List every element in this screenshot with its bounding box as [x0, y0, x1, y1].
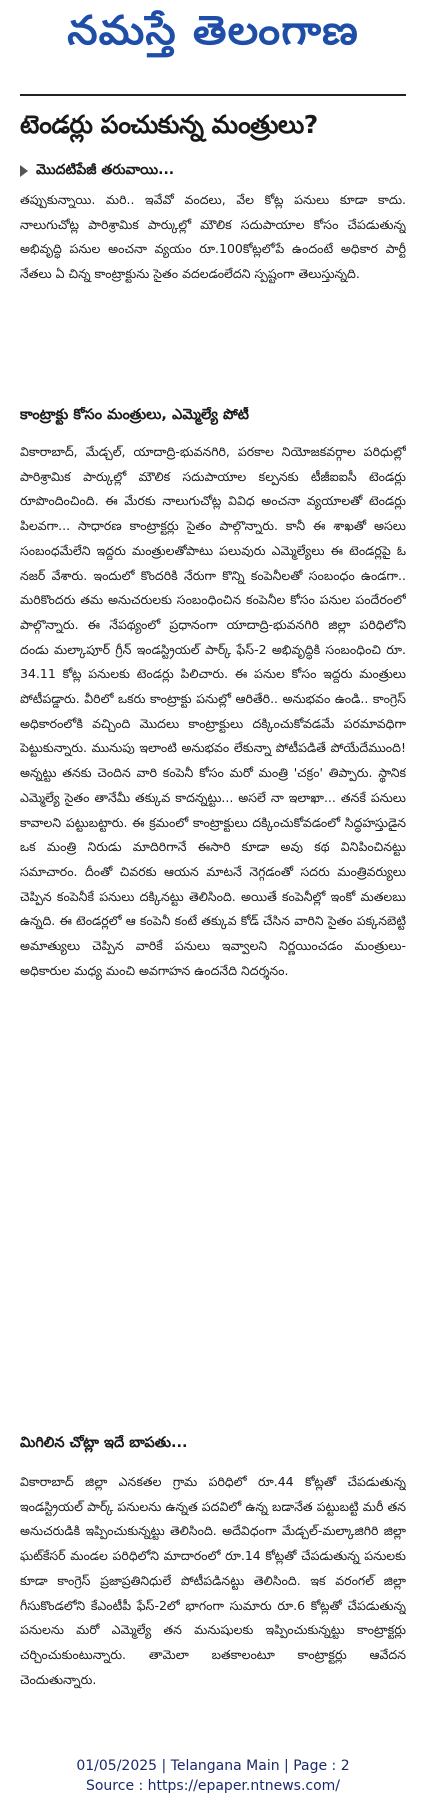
article-paragraph-3: వికారాబాద్ జిల్లా ఎనకతల గ్రామ పరిధిలో రూ.44 కోట్లతో చేపడుతున్న ఇండస్ట్రియల్ పార్క్ పనులను ఉన్నత పదవిలో ఉన్న బడానేత పట్టుబట్టి మరీ తన అనుచరుడికి ఇప్పించుకున్నట్టు తెలిసింది. అదేవిధంగా మేడ్చల్-మల్కాజిగిరి జిల్లా ఘట్‌కేసర్ మండల పరిధిలోని మాదారంలో రూ.14 కోట్లతో చేపడుతున్న పనులకు కూడా కాంగ్రెస్ ప్రజాప్రతినిధులే పోటీపడినట్టు తెలిసింది. ఇక వరంగల్ జిల్లా గీసుకొండలోని కేఎంటీపీ ఫేస్-2లో భాగంగా సుమారు రూ.6 కోట్లతో చేపడుతున్న పనులను మరో ఎమ్మెల్యే తన మనుషులకు ఇప్పించుకున్నట్టు కాంట్రాక్టర్లు చర్చించుకుంటున్నారు. తామెలా బతకాలంటూ కాంట్రాక్టర్లు ఆవేదన చెందుతున్నారు. [20, 1474, 406, 1687]
masthead-title: నమస్తే తెలంగాణ [67, 6, 359, 54]
article-paragraph-2: వికారాబాద్, మేడ్చల్, యాదాద్రి-భువనగిరి, పరకాల నియోజకవర్గాల పరిధుల్లో పారిశ్రామిక పార్కుల్లో మౌలిక సదుపాయాల కల్పనకు టీజీఐఐసీ టెండర్లు రూపొందించింది. ఈ మేరకు నాలుగుచోట్ల వివిధ అంచనా వ్యయాలతో టెండర్లు పిలవగా... సాధారణ కాంట్రాక్టర్లు సైతం పాల్గొన్నారు. కానీ ఈ శాఖతో అసలు సంబంధమేలేని ఇద్దరు మంత్రులతోపాటు పలువురు ఎమ్మెల్యేలు ఈ టెండర్లపై ఓ నజర్ వేశారు. ఇందులో కొందరికి నేరుగా కొన్ని కంపెనీలతో సంబంధం ఉండగా.. మరికొందరు తమ అనుచరులకు సంబంధించిన కంపెనీల కోసం పనుల పందేరంలో పాల్గొన్నారు. ఈ నేపథ్యంలో ప్రధానంగా యాదాద్రి-భువనగిరి జిల్లా పరిధిలోని దండు మల్కాపూర్ గ్రీన్ ఇండస్ట్రియల్ పార్క్ ఫేస్-2 అభివృద్ధికి సంబంధించి రూ. 34.11 కోట్ల పనులకు టెండర్లు పిలిచారు. ఈ పనుల కోసం ఇద్దరు మంత్రులు పోటీపడ్డారు. వీరిలో ఒకరు కాంట్రాక్టు పనుల్లో ఆరితేరి.. అనుభవం ఉండి.. కాంగ్రెస్ అధికారంలోకి వచ్చింది మొదలు కాంట్రాక్టులు దక్కించుకోవడమే పరమావధిగా పెట్టుకున్నారు. మునుపు ఇలాంటి అనుభవం లేకున్నా పోటీపడితే పోయేదేముంది! అన్నట్టు తనకు చెందిన వారి కంపెనీ కోసం మరో మంత్రి 'చక్రం' తిప్పారు. స్థానిక ఎమ్మెల్యే సైతం తానేమీ తక్కువ కాదన్నట్టు... అసలే నా ఇలాఖా... తనకే పనులు కావాలని పట్టుబట్టారు. ఈ క్రమంలో కాంట్రాక్టులు దక్కించుకోవడంలో సిద్ధహస్తుడైన ఒక మంత్రి నిరుడు మాదిరిగానే ఈసారి కూడా అవు కథ వినిపించినట్టు సమాచారం. దీంతో చివరకు ఆయన మాటనే నెగ్గడంతో సదరు మంత్రివర్యులు చెప్పిన కంపెనీకే పనులు దక్కినట్టు తెలిసింది. అయితే కంపెనీల్లో ఇంకో మతలబు ఉన్నది. ఈ టెండర్లలో ఆ కంపెనీ కంటే తక్కువ కోడ్ చేసిన వారిని సైతం పక్కనబెట్టి అమాత్యులు చెప్పిన వారికే పనులు ఇవ్వాలని నిర్ణయించడం మంత్రులు-అధికారుల మధ్య మంచి అవగాహన ఉందనేది నిదర్శనం. [20, 444, 406, 978]
article-paragraph-1: తప్పుకున్నాయి. మరి.. ఇవేవో వందలు, వేల కోట్ల పనులు కూడా కాదు. నాలుగుచోట్ల పారిశ్రామిక పార్కుల్లో మౌలిక సదుపాయాల కోసం చేపడుతున్న అభివృద్ధి పనుల అంచనా వ్యయం రూ.100కోట్లలోపే ఉందంటే అధికార పార్టీ నేతలు ఏ చిన్న కాంట్రాక్టును సైతం వదలడంలేదని స్పష్టంగా తెలుస్తున్నది. [20, 192, 406, 282]
top-divider [20, 94, 406, 96]
continued-from-label: మొదటిపేజీ తరువాయి... [36, 161, 175, 178]
article-headline: టెండర్లు పంచుకున్న మంత్రులు? [20, 110, 318, 139]
triangle-icon [20, 165, 28, 177]
newspaper-masthead [0, 0, 426, 70]
footer-source: Source : https://epaper.ntnews.com/ [85, 1778, 341, 1794]
subheading-2: మిగిలిన చోట్లా ఇదే బాపతు... [20, 1435, 188, 1451]
subheading-1: కాంట్రాక్టు కోసం మంత్రులు, ఎమ్మెల్యే పోటీ [20, 407, 249, 423]
continued-from-line [20, 159, 174, 183]
footer-date-page: 01/05/2025 | Telangana Main | Page : 2 [76, 1758, 350, 1774]
